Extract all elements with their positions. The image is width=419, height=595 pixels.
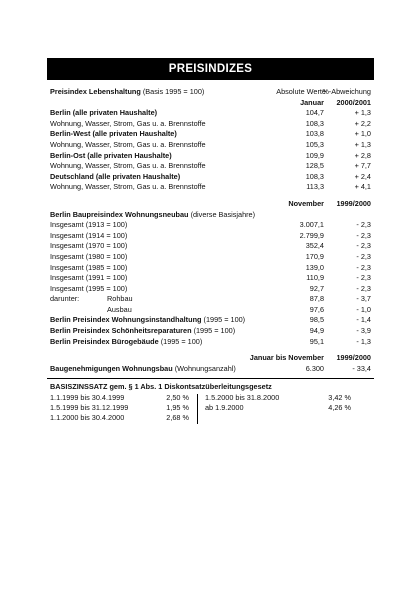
row-note: (1995 = 100)	[203, 315, 246, 325]
row-change: + 1,0	[354, 129, 371, 139]
row-value: 170,9	[305, 251, 324, 261]
base-rate-row	[50, 413, 195, 423]
construction-period-month: November	[288, 198, 324, 208]
row-label: Wohnung, Wasser, Strom, Gas u. a. Brennstoffe	[50, 182, 206, 192]
row-note: (1995 = 100)	[193, 326, 236, 336]
construction-index-row	[47, 241, 374, 252]
row-value: 113,3	[306, 182, 324, 192]
permits-period	[47, 353, 374, 364]
construction-period	[47, 199, 374, 210]
base-rate-value: 2,68 %	[166, 413, 189, 423]
row-label-group	[50, 326, 235, 337]
row-label: Insgesamt (1995 = 100)	[50, 283, 128, 293]
base-rate-value: 3,42 %	[328, 393, 351, 403]
construction-index-row	[47, 273, 374, 284]
row-change: + 2,8	[354, 150, 371, 160]
base-rate-heading: BASISZINSSATZ gem. § 1 Abs. 1 Diskontsatzüberleitungsgesetz	[50, 382, 272, 392]
base-rate-row	[205, 403, 355, 413]
row-label: Insgesamt (1980 = 100)	[50, 251, 128, 261]
row-change: - 1,3	[356, 336, 371, 346]
cost-of-living-row	[47, 140, 374, 151]
base-rate-value: 4,26 %	[328, 403, 351, 413]
cost-of-living-row	[47, 182, 374, 193]
construction-index-base: (diverse Basisjahre)	[190, 209, 256, 219]
base-rate-title	[47, 382, 374, 393]
row-change: - 1,0	[356, 304, 371, 314]
base-rate-period: 1.5.2000 bis 31.8.2000	[205, 393, 280, 403]
construction-index-name: Berlin Baupreisindex Wohnungsneubau	[50, 209, 189, 219]
permits-note: (Wohnungsanzahl)	[174, 363, 236, 373]
darunter-label: darunter:	[50, 294, 80, 304]
construction-index-row	[47, 284, 374, 295]
row-label: Berlin-West (alle privaten Haushalte)	[50, 129, 177, 139]
row-value: 352,4	[305, 241, 324, 251]
row-change: - 2,3	[356, 283, 371, 293]
base-rate-row	[50, 403, 195, 413]
row-label-group	[50, 337, 202, 348]
permits-period-range: Januar bis November	[249, 353, 324, 363]
row-label: Berlin Preisindex Wohnungsinstandhaltung	[50, 315, 202, 325]
divider	[47, 378, 374, 379]
row-value: 97,6	[309, 304, 324, 314]
row-change: - 3,7	[356, 294, 371, 304]
period-month: Januar	[300, 97, 324, 107]
base-rate-row	[205, 393, 355, 403]
base-rate-period: 1.1.1999 bis 30.4.1999	[50, 393, 125, 403]
row-change: - 2,3	[356, 241, 371, 251]
base-rate-period: 1.1.2000 bis 30.4.2000	[50, 413, 125, 423]
row-label: Deutschland (alle privaten Haushalte)	[50, 171, 181, 181]
row-value: 3.007,1	[299, 220, 324, 230]
row-note: (1995 = 100)	[160, 336, 203, 346]
price-index-row	[47, 326, 374, 337]
row-value: 105,3	[305, 139, 324, 149]
row-change: + 1,3	[354, 108, 371, 118]
permits-period-years: 1999/2000	[336, 353, 371, 363]
row-change: - 3,9	[356, 326, 371, 336]
row-value: 128,5	[305, 161, 324, 171]
row-label: Ausbau	[107, 304, 132, 314]
construction-sub-row	[47, 294, 374, 305]
row-value: 110,9	[306, 273, 324, 283]
construction-index-title	[47, 210, 374, 221]
row-value: 104,7	[305, 108, 324, 118]
construction-sub-row	[47, 305, 374, 316]
permits-value: 6.300	[305, 363, 324, 373]
cost-of-living-header	[47, 87, 374, 98]
row-label: Insgesamt (1970 = 100)	[50, 241, 128, 251]
cost-of-living-title: Preisindex Lebenshaltung	[50, 87, 141, 96]
cost-of-living-row	[47, 108, 374, 119]
cost-of-living-row	[47, 119, 374, 130]
row-label: Berlin (alle privaten Haushalte)	[50, 108, 158, 118]
permits-change: - 33,4	[352, 363, 371, 373]
price-index-sheet	[47, 58, 374, 434]
column-percent-deviation: %-Abweichung	[322, 87, 371, 96]
row-change: - 2,3	[356, 262, 371, 272]
row-change: - 2,3	[356, 273, 371, 283]
row-label: Berlin-Ost (alle privaten Haushalte)	[50, 150, 172, 160]
column-absolute-values: Absolute Werte	[276, 87, 326, 96]
construction-index-row	[47, 231, 374, 242]
row-change: - 2,3	[356, 220, 371, 230]
period-years: 2000/2001	[336, 97, 371, 107]
row-value: 109,9	[305, 150, 324, 160]
permits-row	[47, 364, 374, 375]
row-change: + 2,2	[354, 118, 371, 128]
construction-period-years: 1999/2000	[336, 198, 371, 208]
row-value: 87,8	[309, 294, 324, 304]
row-change: + 7,7	[354, 161, 371, 171]
row-label: Berlin Preisindex Bürogebäude	[50, 336, 159, 346]
row-change: - 2,3	[356, 230, 371, 240]
row-value: 98,5	[309, 315, 324, 325]
row-label: Insgesamt (1991 = 100)	[50, 273, 128, 283]
row-value: 103,8	[305, 129, 324, 139]
base-rate-period: ab 1.9.2000	[205, 403, 244, 413]
row-label: Rohbau	[107, 294, 133, 304]
row-value: 94,9	[309, 326, 324, 336]
row-label: Insgesamt (1914 = 100)	[50, 230, 128, 240]
construction-index-row	[47, 263, 374, 274]
row-value: 92,7	[309, 283, 324, 293]
page-title: PREISINDIZES	[47, 58, 374, 80]
row-change: + 1,3	[354, 139, 371, 149]
cost-of-living-period	[47, 98, 374, 109]
price-index-row	[47, 337, 374, 348]
cost-of-living-row	[47, 161, 374, 172]
row-value: 108,3	[305, 171, 324, 181]
construction-index-row	[47, 220, 374, 231]
permits-label: Baugenehmigungen Wohnungsbau	[50, 363, 173, 373]
base-rate-row	[50, 393, 195, 403]
price-index-row	[47, 315, 374, 326]
cost-of-living-row	[47, 129, 374, 140]
row-label-group	[50, 315, 245, 326]
base-rate-value: 1,95 %	[166, 403, 189, 413]
row-change: - 2,3	[356, 251, 371, 261]
row-change: + 4,1	[354, 182, 371, 192]
cost-of-living-row	[47, 172, 374, 183]
row-label: Wohnung, Wasser, Strom, Gas u. a. Brennstoffe	[50, 161, 206, 171]
row-label: Wohnung, Wasser, Strom, Gas u. a. Brennstoffe	[50, 139, 206, 149]
construction-index-row	[47, 252, 374, 263]
row-label: Berlin Preisindex Schönheitsreparaturen	[50, 326, 192, 336]
row-label: Insgesamt (1913 = 100)	[50, 220, 128, 230]
row-value: 95,1	[309, 336, 324, 346]
row-change: + 2,4	[354, 171, 371, 181]
row-value: 2.799,9	[299, 230, 324, 240]
row-value: 139,0	[305, 262, 324, 272]
row-label: Insgesamt (1985 = 100)	[50, 262, 128, 272]
row-value: 108,3	[305, 118, 324, 128]
base-rate-table	[47, 393, 374, 434]
base-rate-value: 2,50 %	[166, 393, 189, 403]
column-separator	[197, 394, 198, 424]
row-label: Wohnung, Wasser, Strom, Gas u. a. Brennstoffe	[50, 118, 206, 128]
base-rate-period: 1.5.1999 bis 31.12.1999	[50, 403, 129, 413]
cost-of-living-row	[47, 151, 374, 162]
row-change: - 1,4	[356, 315, 371, 325]
cost-of-living-base: (Basis 1995 = 100)	[142, 87, 205, 96]
